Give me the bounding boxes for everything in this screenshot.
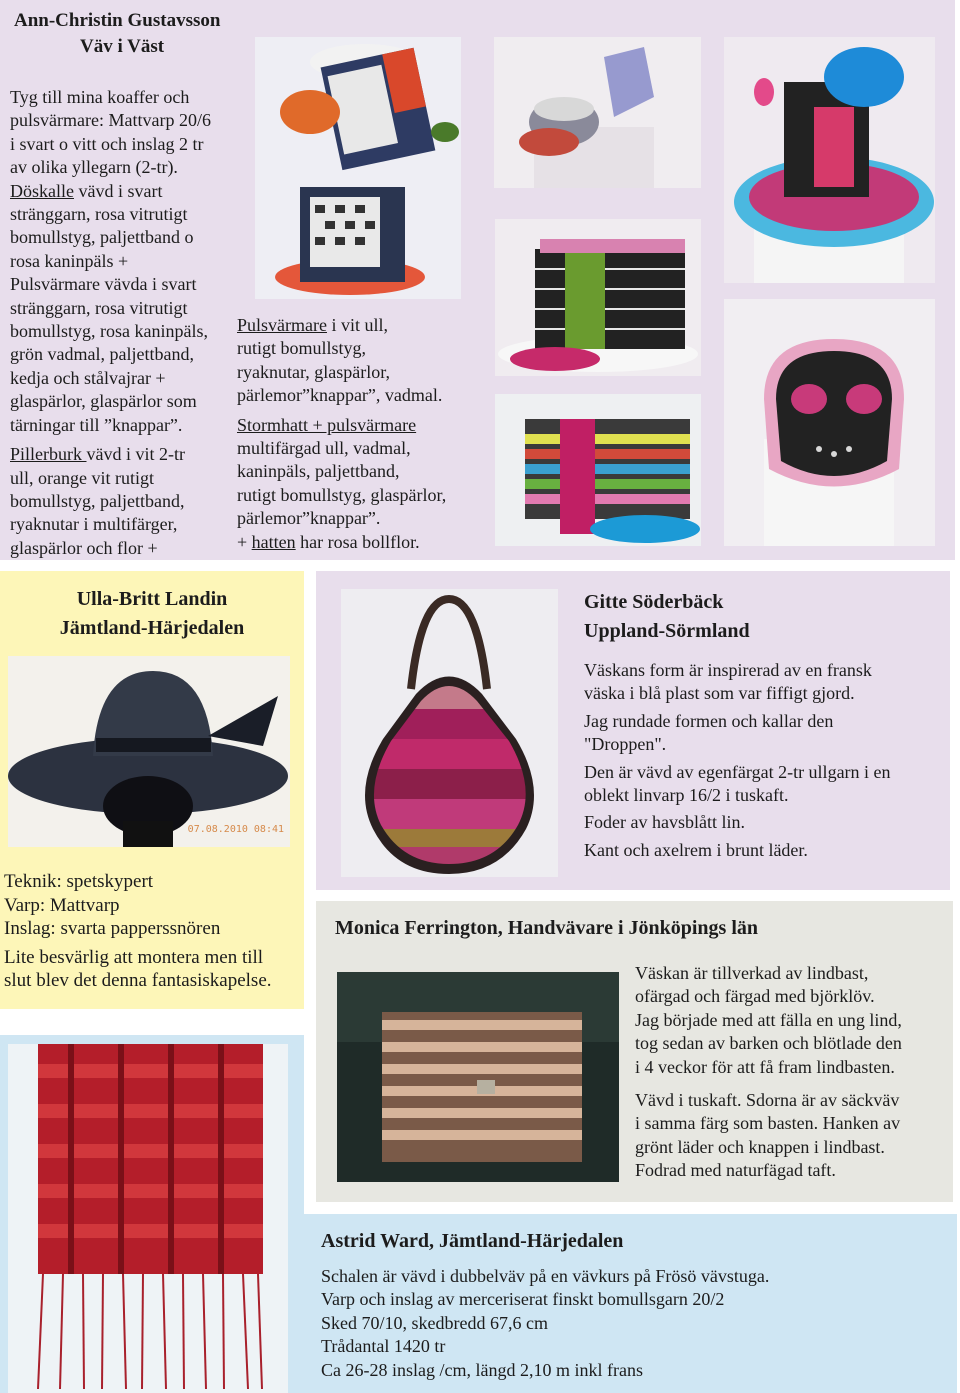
droppen-bag-photo bbox=[341, 589, 558, 877]
desc-line: ryaknutar, glaspärlor, bbox=[237, 361, 390, 382]
pillbox-photo bbox=[255, 37, 461, 299]
text-line: grönt läder och knappen i lindbast. bbox=[635, 1136, 885, 1157]
desc-line: bomullstyg, rosa kaninpäls, bbox=[10, 321, 208, 342]
desc-line: bomullstyg, paljettband, bbox=[10, 490, 185, 511]
gustavsson-description bbox=[10, 86, 245, 560]
landin-region: Jämtland-Härjedalen bbox=[59, 617, 245, 639]
cuff-multicolor-photo bbox=[495, 394, 701, 546]
gustavsson-name: Ann-Christin Gustavsson bbox=[14, 10, 221, 31]
landin-heading bbox=[0, 585, 304, 643]
text-line: Vävd i tuskaft. Sdorna är av säckväv bbox=[635, 1090, 900, 1111]
pulsvarmare-description bbox=[237, 314, 487, 554]
doskalle-photo bbox=[724, 299, 935, 546]
ferrington-text bbox=[635, 962, 950, 1183]
paragraph: Väskans form är inspirerad av en fransk väska i blå plast som var fiffigt gjord. bbox=[584, 660, 872, 704]
desc-line: pulsvärmare: Mattvarp 20/6 bbox=[10, 110, 211, 131]
desc-line: pärlemor”knappar”, vadmal. bbox=[237, 385, 443, 406]
stormhatt-link[interactable]: Stormhatt + pulsvärmare bbox=[237, 414, 417, 435]
paragraph: Kant och axelrem i brunt läder. bbox=[584, 839, 808, 860]
landin-hat-photo bbox=[8, 656, 290, 847]
desc-line: multifärgad ull, vadmal, bbox=[237, 438, 411, 459]
paragraph: Jag rundade formen och kallar den "Droppen". bbox=[584, 710, 834, 755]
desc-line: pärlemor”knappar”. bbox=[237, 508, 381, 529]
detail-line: slut blev det denna fantasiskapelse. bbox=[4, 970, 272, 991]
doskalle-link[interactable]: Döskalle bbox=[10, 180, 74, 201]
text-line: Jag började med att fälla en ung lind, bbox=[635, 1009, 902, 1030]
desc-line: stränggarn, rosa vitrutigt bbox=[10, 297, 188, 318]
desc-line: i svart o vitt och inslag 2 tr bbox=[10, 133, 204, 154]
desc-line: ull, orange vit rutigt bbox=[10, 467, 154, 488]
pillbox-veil-photo bbox=[494, 37, 701, 188]
pulsvarmare-line: Pulsvärmare i vit ull, bbox=[237, 315, 388, 335]
cuff-green-photo bbox=[495, 219, 701, 376]
text-line: Ca 26-28 inslag /cm, längd 2,10 m inkl frans bbox=[321, 1359, 643, 1380]
desc-line: kedja och stålvajrar + bbox=[10, 367, 166, 388]
detail-line: Lite besvärlig att montera men till bbox=[4, 946, 264, 968]
text-line: i samma färg som basten. Hanken av bbox=[635, 1113, 901, 1134]
photo-timestamp: 07.08.2010 08:41 bbox=[187, 824, 284, 835]
desc-line: ryaknutar i multifärger, bbox=[10, 514, 178, 535]
landin-details bbox=[4, 870, 300, 993]
pillerburk-link[interactable]: Pillerburk bbox=[10, 444, 87, 465]
gustavsson-name-block bbox=[14, 8, 254, 60]
ferrington-heading: Monica Ferrington, Handvävare i Jönköpings län bbox=[335, 917, 759, 939]
shawl-photo bbox=[8, 1044, 288, 1393]
desc-line: Tyg till mina koaffer och bbox=[10, 87, 190, 107]
text-line: tog sedan av barken och blötlade den bbox=[635, 1033, 902, 1054]
ward-text bbox=[321, 1265, 941, 1382]
desc-line: glaspärlor och flor + bbox=[10, 537, 158, 558]
text-line: Fodrad med naturfägad taft. bbox=[635, 1160, 836, 1181]
desc-line: Pulsvärmare vävda i svart bbox=[10, 274, 197, 295]
paragraph: Den är vävd av egenfärgat 2-tr ullgarn i en oblekt linvarp 16/2 i tuskaft. bbox=[584, 761, 891, 806]
soderback-region: Uppland-Sörmland bbox=[584, 620, 750, 642]
detail-line: Teknik: spetskypert bbox=[4, 871, 154, 892]
soderback-text bbox=[584, 659, 944, 862]
hatten-link[interactable]: hatten bbox=[251, 531, 296, 552]
desc-line: rosa kaninpäls + bbox=[10, 250, 129, 271]
text-line: Trådantal 1420 tr bbox=[321, 1336, 446, 1357]
lindbast-bag-photo bbox=[337, 972, 619, 1182]
desc-line: tärningar till ”knappar”. bbox=[10, 414, 183, 435]
desc-line: glaspärlor, glaspärlor som bbox=[10, 391, 197, 412]
hatten-line: + hatten har rosa bollflor. bbox=[237, 531, 420, 552]
text-line: Väskan är tillverkad av lindbast, bbox=[635, 963, 869, 983]
desc-line: av olika yllegarn (2-tr). bbox=[10, 157, 178, 178]
desc-line: stränggarn, rosa vitrutigt bbox=[10, 204, 188, 225]
desc-line: bomullstyg, paljettband o bbox=[10, 227, 194, 248]
soderback-heading bbox=[584, 588, 944, 646]
landin-name: Ulla-Britt Landin bbox=[76, 588, 228, 610]
detail-line: Inslag: svarta papperssnören bbox=[4, 918, 221, 939]
desc-line: rutigt bomullstyg, glaspärlor, bbox=[237, 484, 447, 505]
paragraph: Foder av havsblått lin. bbox=[584, 812, 745, 833]
pillerburk-line: Pillerburk vävd i vit 2-tr bbox=[10, 444, 185, 465]
text-line: ofärgad och färgad med björklöv. bbox=[635, 986, 875, 1007]
text-line: Schalen är vävd i dubbelväv på en vävkurs på Frösö vävstuga. bbox=[321, 1266, 770, 1286]
text-line: Sked 70/10, skedbredd 67,6 cm bbox=[321, 1312, 548, 1333]
detail-line: Varp: Mattvarp bbox=[4, 894, 120, 916]
desc-line: kaninpäls, paljettband, bbox=[237, 461, 400, 482]
text-line: Varp och inslag av merceriserat finskt bomullsgarn 20/2 bbox=[321, 1289, 725, 1310]
gustavsson-region: Väv i Väst bbox=[80, 36, 165, 57]
text-line: i 4 veckor för att få fram lindbasten. bbox=[635, 1056, 895, 1077]
desc-line: grön vadmal, paljettband, bbox=[10, 344, 194, 365]
desc-line: rutigt bomullstyg, bbox=[237, 338, 367, 359]
pulsvarmare-link[interactable]: Pulsvärmare bbox=[237, 315, 327, 335]
ward-heading: Astrid Ward, Jämtland-Härjedalen bbox=[321, 1230, 624, 1252]
soderback-name: Gitte Söderbäck bbox=[584, 591, 724, 613]
stormhatt-photo bbox=[724, 37, 935, 283]
doskalle-line: Döskalle vävd i svart bbox=[10, 180, 163, 201]
